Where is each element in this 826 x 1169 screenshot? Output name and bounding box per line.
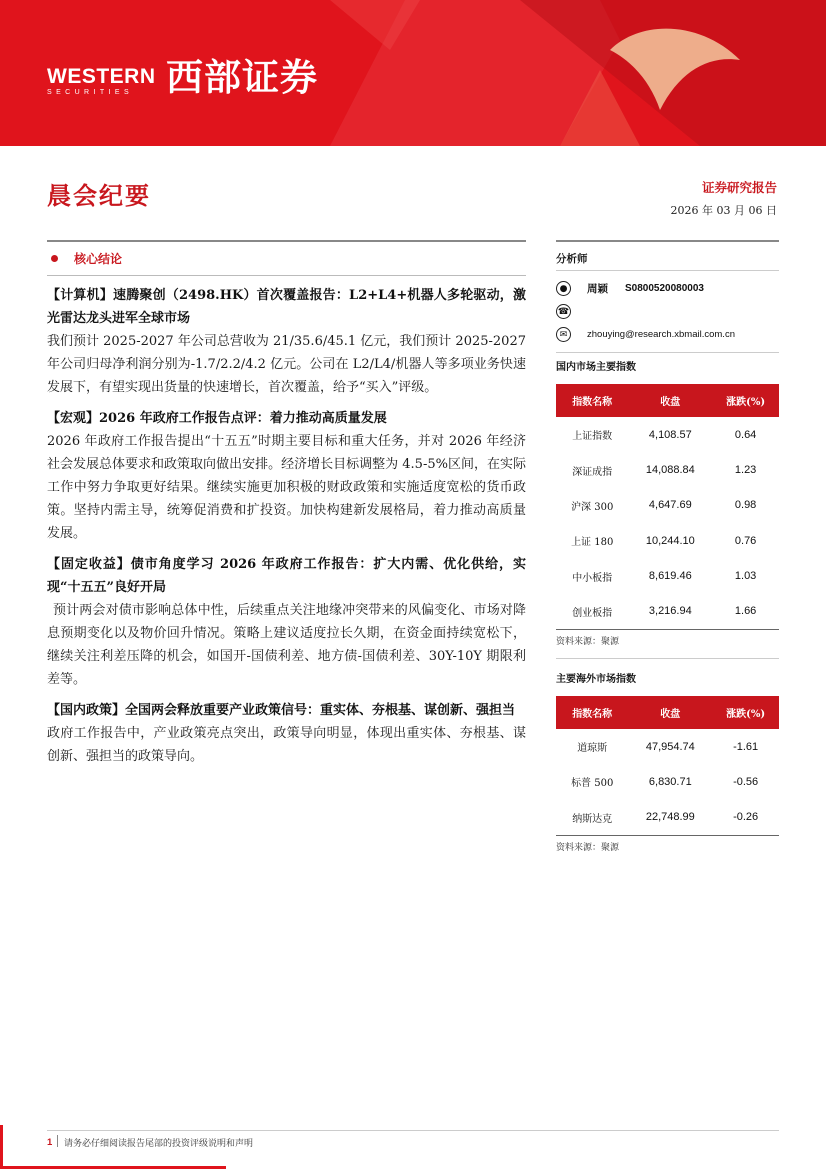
index-close: 47,954.74 xyxy=(645,740,695,753)
sidebar xyxy=(556,240,779,854)
table-row xyxy=(556,800,779,835)
analyst-email[interactable]: zhouying@research.xbmail.com.cn xyxy=(587,329,735,340)
page-number: 1 xyxy=(47,1137,53,1148)
section-title: 核心结论 xyxy=(74,252,123,266)
index-close: 8,619.46 xyxy=(648,570,692,583)
overseas-source: 资料来源：聚源 xyxy=(556,842,620,853)
summary-item xyxy=(47,407,526,545)
index-close: 10,244.10 xyxy=(645,534,695,547)
item-body: 预计两会对债市影响总体中性，后续重点关注地缘冲突带来的风偏变化、市场对降息预期变化以及物价回升情况。策略上建议适度拉长久期，在资金面持续宽松下，继续关注利差压降的机会，如国开-国债利差、地方债-国债利差、30Y-10Y 期限利差等。 xyxy=(47,603,526,687)
summary-item xyxy=(47,284,526,399)
item-body: 政府工作报告中，产业政策亮点突出，政策导向明显，体现出重实体、夯根基、谋创新、强担当的政策导向。 xyxy=(47,726,526,764)
index-name: 上证指数 xyxy=(572,431,613,443)
overseas-table-title: 主要海外市场指数 xyxy=(556,673,636,685)
report-type: 证券研究报告 xyxy=(701,180,777,195)
index-close: 3,216.94 xyxy=(628,594,712,629)
main-column xyxy=(47,240,526,768)
logo-english: WESTERN xyxy=(47,65,156,88)
column-header: 收盘 xyxy=(628,384,712,417)
index-close: 4,647.69 xyxy=(648,499,692,512)
index-name: 沪深 300 xyxy=(571,501,614,513)
divider xyxy=(556,352,779,353)
table-row xyxy=(556,452,779,487)
index-name: 中小板指 xyxy=(572,572,613,584)
phone-icon: ☎ xyxy=(556,304,571,319)
email-icon: ✉ xyxy=(556,327,571,342)
index-name: 深证成指 xyxy=(572,466,613,478)
item-body: 我们预计 2025-2027 年公司总营收为 21/35.6/45.1 亿元，我们预计 2025-2027 年公司归母净利润分别为-1.7/2.2/4.2 亿元。公司在 L2/L4/机器人等多项业务快速发展下，有望实现出货量的快速增长，首次覆盖，给予“买入”评级。 xyxy=(47,334,526,395)
analyst-row xyxy=(556,281,779,296)
table-row xyxy=(556,488,779,523)
summary-item xyxy=(47,699,526,768)
column-header: 指数名称 xyxy=(556,696,628,729)
index-close: 14,088.84 xyxy=(645,464,695,477)
index-name: 纳斯达克 xyxy=(556,800,628,835)
index-close: 22,748.99 xyxy=(628,800,712,835)
index-name: 创业板指 xyxy=(556,594,628,629)
column-header: 指数名称 xyxy=(556,384,628,417)
header-banner xyxy=(0,0,826,146)
analyst-name: 周颖 xyxy=(587,283,608,295)
document-title: 晨会纪要 xyxy=(47,181,151,210)
summary-item xyxy=(47,553,526,691)
column-header: 收盘 xyxy=(628,696,712,729)
index-change: 1.03 xyxy=(734,570,757,583)
table-row xyxy=(556,523,779,558)
column-header: 涨跌(%) xyxy=(712,696,779,729)
section-header xyxy=(47,242,526,276)
phone-row xyxy=(556,304,779,319)
index-change: -0.56 xyxy=(733,775,759,788)
domestic-source: 资料来源：聚源 xyxy=(556,636,620,647)
report-date: 2026 年 03 月 06 日 xyxy=(670,204,777,217)
logo-chinese: 西部证券 xyxy=(166,56,318,99)
corner-decoration xyxy=(0,1125,226,1169)
email-row xyxy=(556,327,779,342)
table-header-row xyxy=(556,384,779,417)
domestic-index-table xyxy=(556,384,779,630)
item-title: 【宏观】2026 年政府工作报告点评：着力推动高质量发展 xyxy=(47,411,387,426)
index-change: 0.64 xyxy=(734,428,757,441)
column-header: 涨跌(%) xyxy=(712,384,779,417)
index-name: 道琼斯 xyxy=(577,743,608,755)
item-body: 2026 年政府工作报告提出“十五五”时期主要目标和重大任务，并对 2026 年经济社会发展总体要求和政策取向做出安排。经济增长目标调整为 4.5-5%区间，在实际工作中努力争取更好结果。继续实施更加积极的财政政策和实施适度宽松的货币政策。坚持内需主导，统筹促消费和扩投资。加快构建新发展格局，着力推动高质量发展。 xyxy=(47,434,526,541)
item-title: 【固定收益】债市角度学习 2026 年政府工作报告：扩大内需、优化供给，实现“十五五”良好开局 xyxy=(47,557,526,595)
person-icon: ● xyxy=(556,281,571,296)
divider xyxy=(556,658,779,659)
table-row xyxy=(556,594,779,629)
bullet-icon xyxy=(51,255,58,262)
index-name: 上证 180 xyxy=(571,537,614,549)
table-row xyxy=(556,417,779,452)
index-change: 0.98 xyxy=(734,499,757,512)
table-row xyxy=(556,559,779,594)
table-row xyxy=(556,764,779,799)
item-title: 【国内政策】全国两会释放重要产业政策信号：重实体、夯根基、谋创新、强担当 xyxy=(47,703,516,718)
index-change: 1.23 xyxy=(734,464,757,477)
table-row xyxy=(556,729,779,764)
overseas-index-table xyxy=(556,696,779,836)
analyst-cert-id: S0800520080003 xyxy=(625,283,704,294)
analyst-label: 分析师 xyxy=(556,242,779,271)
item-title: 【计算机】速腾聚创（2498.HK）首次覆盖报告：L2+L4+机器人多轮驱动，激光雷达龙头进军全球市场 xyxy=(47,288,526,326)
index-name: 标普 500 xyxy=(571,778,614,790)
index-close: 6,830.71 xyxy=(648,775,692,788)
index-change: 1.66 xyxy=(712,594,779,629)
index-change: 0.76 xyxy=(734,534,757,547)
domestic-table-title: 国内市场主要指数 xyxy=(556,362,636,373)
table-header-row xyxy=(556,696,779,729)
index-change: -1.61 xyxy=(733,740,759,753)
logo-subtitle: SECURITIES xyxy=(47,89,134,96)
index-close: 4,108.57 xyxy=(648,428,692,441)
footer-disclaimer: 请务必仔细阅读报告尾部的投资评级说明和声明 xyxy=(64,1139,254,1149)
index-change: -0.26 xyxy=(712,800,779,835)
